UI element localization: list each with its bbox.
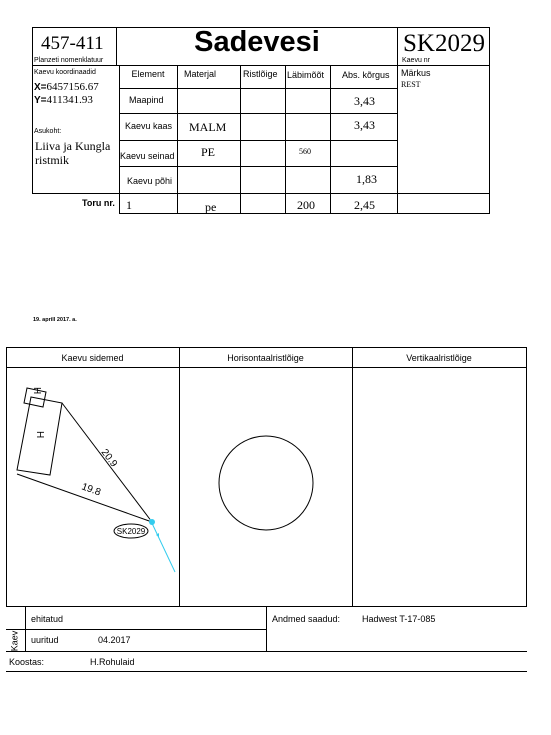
panel-title-links: Kaevu sidemed [61, 353, 124, 363]
horizontal-section-circle [219, 436, 313, 530]
distance-1: 20.9 [98, 447, 120, 470]
coord-x-value: 6457156.67 [46, 81, 99, 93]
distance-2: 19.8 [79, 481, 103, 499]
page-title: Sadevesi [194, 26, 320, 58]
house-small-label: H [31, 387, 42, 395]
pipe-material: pe [205, 200, 217, 214]
document-date: 19. aprill 2017. a. [33, 317, 77, 323]
location-line-2: ristmik [35, 153, 70, 167]
plan-code: 457-411 [41, 33, 104, 54]
footer-mid-divider [266, 607, 267, 651]
plan-label: Planzeti nomenklatuur [34, 57, 104, 64]
panel-title-horizontal: Horisontaalristlõige [227, 353, 304, 363]
header-section: Ristlõige [243, 69, 278, 79]
panel-title-vertical: Vertikaalristlõige [406, 353, 472, 363]
row-3-material: PE [201, 145, 216, 159]
data-source-label: Andmed saadud: [272, 614, 341, 624]
footer-kaev-divider [25, 607, 26, 651]
header-element: Element [131, 69, 165, 79]
location-line-1: Liiva ja Kungla [35, 139, 111, 153]
pipe-diameter: 200 [297, 198, 315, 212]
surveyed-label: uuritud [31, 635, 59, 645]
well-number: SK2029 [403, 30, 485, 57]
built-label: ehitatud [31, 614, 64, 624]
pipe-no: 1 [126, 198, 132, 212]
row-3-element: Kaevu seinad [120, 151, 175, 161]
data-source-value: Hadwest T-17-085 [362, 614, 436, 624]
well-number-label: Kaevu nr [402, 57, 431, 64]
house-big-label: H [34, 431, 45, 439]
footer-line-1 [6, 629, 266, 630]
header-height: Abs. kõrgus [342, 70, 390, 80]
author-value: H.Rohulaid [90, 657, 135, 667]
author-label: Koostas: [9, 657, 45, 667]
header-diameter: Läbimõõt [287, 70, 325, 80]
row-2-material: MALM [189, 120, 227, 134]
location-label: Asukoht: [34, 128, 62, 135]
kaev-label: Kaev [9, 630, 20, 652]
pipe-label: Toru nr. [82, 198, 115, 208]
footer-line-3 [6, 671, 527, 672]
note-value: REST [401, 80, 421, 89]
coords-label: Kaevu koordinaadid [34, 69, 96, 76]
well-marker [149, 519, 155, 525]
surveyed-value: 04.2017 [98, 635, 131, 645]
row-2-element: Kaevu kaas [125, 121, 173, 131]
header-note: Märkus [401, 68, 431, 78]
pipe-height: 2,45 [354, 198, 375, 212]
footer-line-2 [6, 651, 527, 652]
coord-y-label: Y= [34, 95, 47, 106]
row-3-diameter: 560 [299, 147, 311, 156]
coord-x-label: X= [34, 82, 47, 93]
row-1-height: 3,43 [354, 94, 375, 108]
row-4-element: Kaevu põhi [127, 176, 173, 186]
pipe-line [150, 519, 175, 572]
well-tag: SK2029 [116, 527, 146, 536]
header-material: Materjal [184, 69, 217, 79]
row-2-height: 3,43 [354, 118, 375, 132]
measure-lines [17, 403, 152, 522]
row-1-element: Maapind [129, 95, 164, 105]
row-4-height: 1,83 [356, 172, 377, 186]
coord-y-value: 411341.93 [46, 94, 93, 106]
